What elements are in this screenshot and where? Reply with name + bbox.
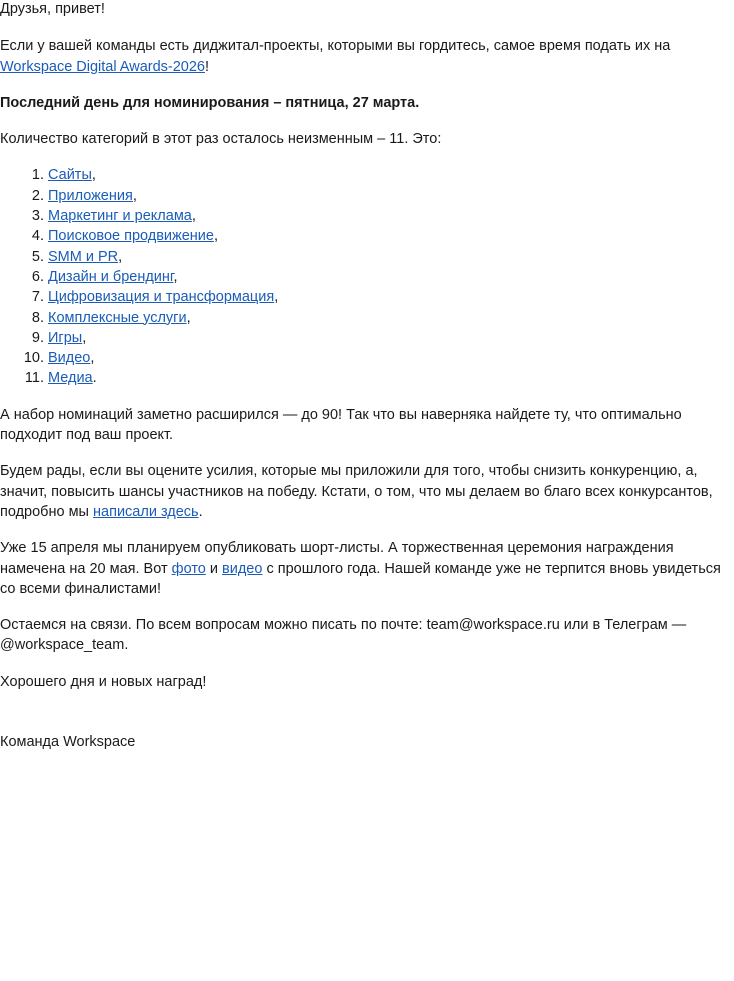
category-link-digitalization[interactable]: Цифровизация и трансформация (48, 289, 275, 306)
category-punct: , (90, 350, 95, 367)
category-punct: , (173, 268, 178, 285)
category-item (48, 206, 734, 226)
video-link[interactable]: видео (222, 560, 263, 577)
schedule-middle: и (205, 560, 223, 577)
category-item (48, 368, 734, 388)
awards-link[interactable]: Workspace Digital Awards-2026 (0, 58, 205, 75)
category-item (48, 267, 734, 287)
schedule-end: с прошлого года. Нашей команде уже не терпится вновь увидеться со всеми финалистами! (0, 560, 721, 597)
schedule-paragraph (0, 538, 734, 599)
category-link-design[interactable]: Дизайн и брендинг (48, 268, 174, 285)
category-link-media[interactable]: Медиа (48, 370, 93, 387)
category-item (48, 328, 734, 348)
support-text: Будем рады, если вы оцените усилия, которые мы приложили для того, чтобы снизить конкуренцию, а, значит, повысить шансы участников на победу. Кстати, о том, что мы делаем во благо всех конкурсантов, подробно мы (0, 463, 713, 520)
category-link-complex[interactable]: Комплексные услуги (48, 309, 187, 326)
intro-end: ! (204, 58, 210, 75)
category-punct: , (213, 228, 218, 245)
category-item (48, 165, 734, 185)
category-punct: , (186, 309, 191, 326)
intro-paragraph (0, 36, 734, 77)
wish-text: Хорошего дня и новых наград! (0, 673, 207, 690)
written-here-link[interactable]: написали здесь (93, 503, 199, 520)
category-punct: , (91, 167, 96, 184)
contacts-paragraph: Остаемся на связи. По всем вопросам можно писать по почте: team@workspace.ru или в Телеграм — @workspace_team. (0, 617, 687, 654)
greeting-text: Друзья, привет! (0, 1, 105, 17)
photo-link[interactable]: фото (171, 560, 206, 577)
support-end: . (198, 503, 203, 520)
category-punct: , (191, 208, 196, 225)
category-item (48, 308, 734, 328)
deadline-text: Последний день для номинирования – пятница, 27 марта. (0, 94, 420, 111)
category-item (48, 186, 734, 206)
category-link-video[interactable]: Видео (48, 350, 91, 367)
category-link-sites[interactable]: Сайты (48, 167, 92, 184)
category-item (48, 348, 734, 368)
category-punct: , (82, 329, 87, 346)
categories-intro-text: Количество категорий в этот раз осталось неизменным – 11. Это: (0, 131, 442, 148)
signature-text: Команда Workspace (0, 734, 136, 751)
category-punct: . (92, 370, 97, 387)
category-link-games[interactable]: Игры (48, 329, 83, 346)
support-paragraph (0, 461, 734, 522)
category-link-apps[interactable]: Приложения (48, 187, 133, 204)
categories-list (0, 165, 734, 388)
category-link-marketing[interactable]: Маркетинг и реклама (48, 208, 192, 225)
category-link-smm-pr[interactable]: SMM и PR (48, 248, 119, 265)
nominations-paragraph: А набор номинаций заметно расширился — до 90! Так что вы наверняка найдете ту, что оптимально подходит под ваш проект. (0, 406, 682, 444)
intro-text: Если у вашей команды есть диджитал-проекты, которыми вы гордитесь, самое время подать их на (0, 38, 671, 55)
category-item (48, 226, 734, 246)
category-punct: , (118, 248, 123, 265)
category-item (48, 287, 734, 307)
category-punct: , (132, 187, 137, 204)
category-punct: , (274, 289, 279, 306)
schedule-text: Уже 15 апреля мы планируем опубликовать шорт-листы. А торжественная церемония награждения намечена на 20 мая. Вот (0, 540, 674, 577)
category-item (48, 247, 734, 267)
category-link-seo[interactable]: Поисковое продвижение (48, 228, 214, 245)
